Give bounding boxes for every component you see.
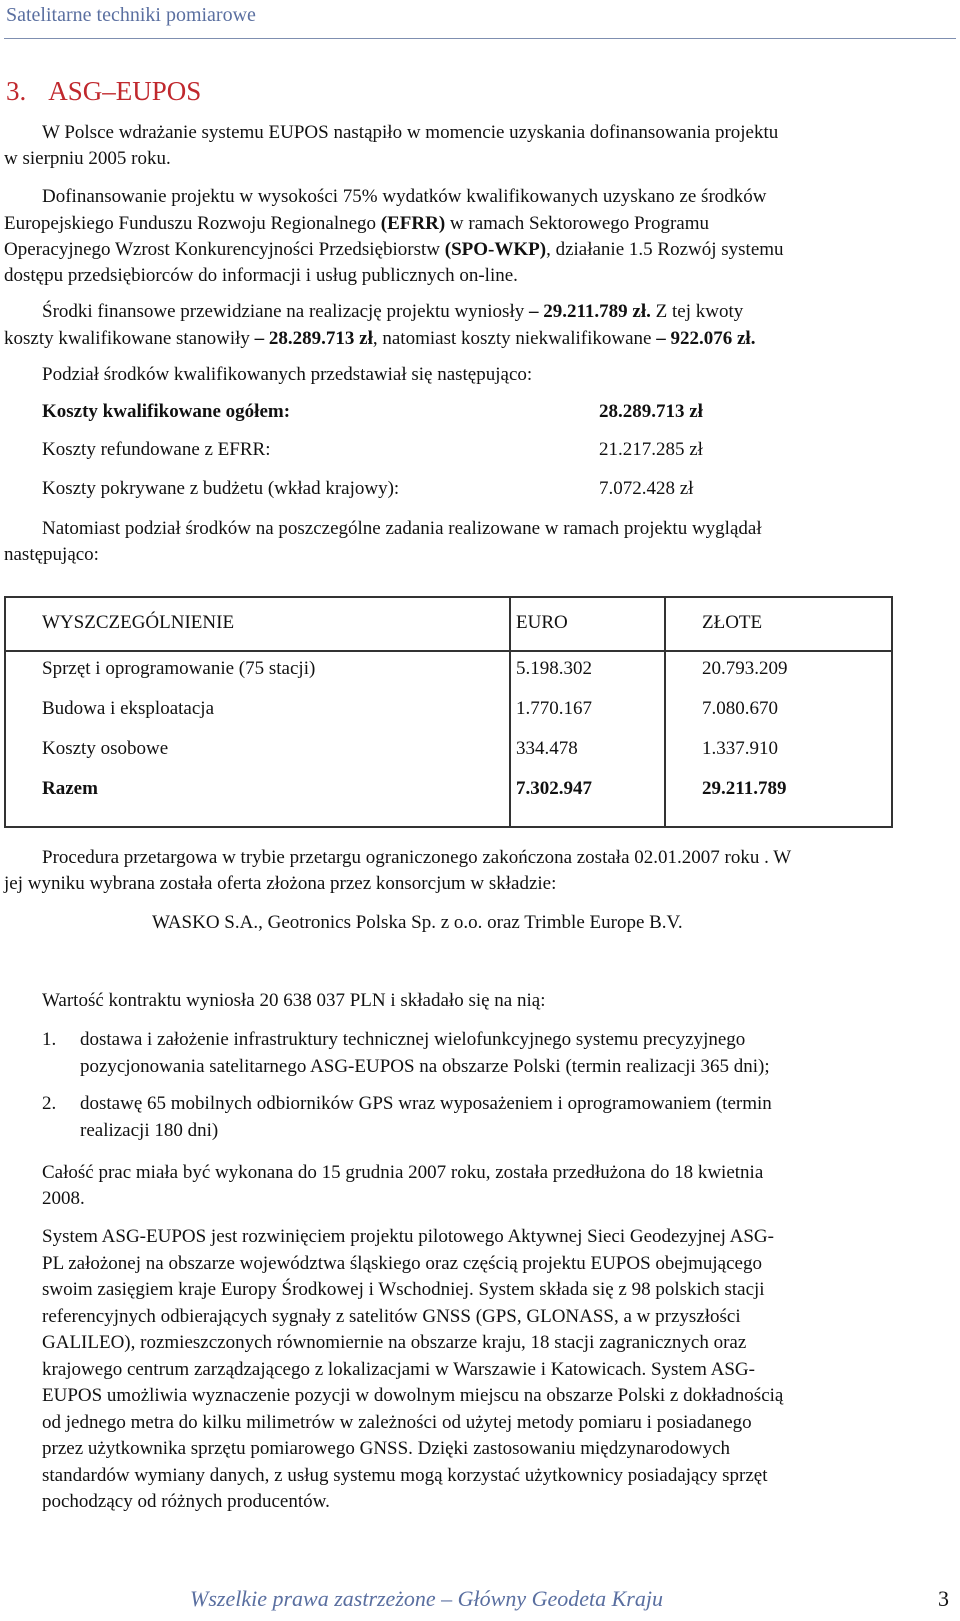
table-header-divider — [6, 650, 891, 652]
page-number: 3 — [938, 1586, 949, 1611]
table-cell: 334.478 — [516, 738, 578, 759]
funding-line-4: dostępu przedsiębiorców do informacji i usług publicznych on-line. — [4, 265, 518, 286]
contract-intro: Wartość kontraktu wyniosła 20 638 037 PLN i składało się na nią: — [42, 990, 546, 1011]
cost-value: 7.072.428 zł — [599, 478, 694, 499]
list-item-text — [80, 1091, 940, 1144]
tender-line-2: jej wyniku wybrana została oferta złożona przez konsorcjum w składzie: — [4, 873, 557, 894]
tasks-line-1: Natomiast podział środków na poszczególne zadania realizowane w ramach projektu wyglądał — [42, 518, 762, 539]
cost-value: 28.289.713 zł — [599, 401, 703, 422]
description-line: GALILEO), rozmieszczonych równomiernie na obszarze kraju, 18 stacji zagranicznych oraz — [42, 1332, 747, 1353]
funding-line-1: Dofinansowanie projektu w wysokości 75% wydatków kwalifikowanych uzyskano ze środków — [42, 186, 767, 207]
finance-text: Z tej kwoty — [650, 301, 744, 322]
table-cell: 1.337.910 — [702, 738, 778, 759]
footer-text: Wszelkie prawa zastrzeżone – Główny Geodeta Kraju — [190, 1586, 663, 1611]
list-item-line: dostawa i założenie infrastruktury technicznej wielofunkcyjnego systemu precyzyjnego — [80, 1029, 746, 1050]
task-table — [4, 596, 893, 828]
funding-text: Operacyjnego Wzrost Konkurencyjności Przedsiębiorstw — [4, 239, 445, 260]
tasks-line-2: następująco: — [4, 544, 99, 565]
description-line: System ASG-EUPOS jest rozwinięciem projektu pilotowego Aktywnej Sieci Geodezyjnej ASG- — [42, 1226, 774, 1247]
list-item-line: pozycjonowania satelitarnego ASG-EUPOS na obszarze Polski (termin realizacji 365 dni); — [80, 1055, 770, 1077]
table-cell: 5.198.302 — [516, 658, 592, 679]
description-line: referencyjnych odbierających sygnały z satelitów GNSS (GPS, GLONASS, a w przyszłości — [42, 1305, 741, 1327]
cost-label: Koszty refundowane z EFRR: — [42, 439, 271, 460]
finance-text: , natomiast koszty niekwalifikowane — [372, 328, 657, 349]
table-cell: 1.770.167 — [516, 698, 592, 719]
table-total-cell: Razem — [42, 778, 98, 799]
cost-row-national — [42, 478, 762, 504]
tender-line-1: Procedura przetargowa w trybie przetargu ograniczonego zakończona została 02.01.2007 roku . W — [42, 847, 792, 868]
list-item-line: dostawę 65 mobilnych odbiorników GPS wraz wyposażeniem i oprogramowaniem (termin — [80, 1093, 772, 1114]
finance-text: koszty kwalifikowane stanowiły — [4, 328, 255, 349]
cost-row-total — [42, 401, 762, 427]
consortium-members: WASKO S.A., Geotronics Polska Sp. z o.o. oraz Trimble Europe B.V. — [152, 912, 683, 933]
section-number: 3. — [6, 76, 27, 106]
table-column-divider — [509, 598, 511, 826]
funding-line-3 — [4, 237, 784, 264]
completion-line-1: Całość prac miała być wykonana do 15 grudnia 2007 roku, została przedłużona do 18 kwietnia — [42, 1162, 764, 1183]
qualified-amount: – 28.289.713 zł — [254, 328, 373, 349]
list-marker: 2. — [42, 1093, 57, 1114]
funding-text: w ramach Sektorowego Programu — [445, 213, 709, 234]
unqualified-amount: – 922.076 zł. — [656, 328, 756, 349]
table-cell: 7.080.670 — [702, 698, 778, 719]
table-cell: 20.793.209 — [702, 658, 788, 679]
finance-text: Środki finansowe przewidziane na realizację projektu wyniosły — [42, 301, 529, 322]
intro-line-1: W Polsce wdrażanie systemu EUPOS nastąpiło w momencie uzyskania dofinansowania projektu — [42, 122, 779, 143]
system-description — [42, 1224, 952, 1516]
description-line: od jednego metra do kilku milimetrów w zależności od użytej metody pomiaru i posiadanego — [42, 1411, 752, 1433]
table-header-cell: WYSZCZEGÓLNIENIE — [42, 612, 235, 633]
description-line: PL założonej na obszarze województwa śląskiego oraz częścią projektu EUPOS obejmującego — [42, 1252, 762, 1274]
table-header-cell: ZŁOTE — [702, 612, 763, 633]
funding-text: Europejskiego Funduszu Rozwoju Regionalnego — [4, 213, 381, 234]
description-line: standardów wymiany danych, z usług systemu mogą korzystać użytkownicy posiadający sprzęt — [42, 1464, 768, 1486]
intro-line-2: w sierpniu 2005 roku. — [4, 148, 171, 169]
cost-label: Koszty pokrywane z budżetu (wkład krajowy): — [42, 478, 400, 499]
cost-label: Koszty kwalifikowane ogółem: — [42, 401, 291, 422]
section-title-text: ASG–EUPOS — [48, 76, 202, 106]
description-line: przez użytkownika sprzętu pomiarowego GNSS. Dzięki zastosowaniu międzynarodowych — [42, 1438, 731, 1459]
description-line: krajowego centrum zarządzającego z lokalizacjami w Warszawie i Katowicach. System ASG- — [42, 1358, 755, 1380]
list-item-text — [80, 1027, 940, 1080]
funding-text: , działanie 1.5 Rozwój systemu — [546, 239, 784, 260]
finance-line-1 — [42, 299, 743, 326]
cost-row-efrr — [42, 439, 762, 465]
header-divider — [4, 38, 956, 39]
table-column-divider — [664, 598, 666, 826]
spo-wkp-abbrev: (SPO-WKP) — [444, 239, 547, 260]
total-amount: – 29.211.789 zł. — [528, 301, 651, 322]
cost-value: 21.217.285 zł — [599, 439, 703, 460]
completion-line-2: 2008. — [42, 1188, 85, 1209]
table-total-cell: 29.211.789 — [702, 778, 787, 799]
table-header-cell: EURO — [516, 612, 568, 633]
list-marker: 1. — [42, 1029, 57, 1050]
table-cell: Koszty osobowe — [42, 738, 169, 759]
section-title — [6, 76, 201, 107]
list-item-line: realizacji 180 dni) — [80, 1119, 219, 1141]
table-total-cell: 7.302.947 — [516, 778, 592, 799]
efrr-abbrev: (EFRR) — [380, 213, 446, 234]
table-cell: Budowa i eksploatacja — [42, 698, 215, 719]
division-intro: Podział środków kwalifikowanych przedstawiał się następująco: — [42, 364, 533, 385]
description-line: swoim zasięgiem kraje Europy Środkowej i Wschodniej. System składa się z 98 polskich stacji — [42, 1279, 765, 1300]
table-cell: Sprzęt i oprogramowanie (75 stacji) — [42, 658, 316, 679]
finance-line-2 — [4, 326, 755, 353]
page-header: Satelitarne techniki pomiarowe — [6, 4, 256, 26]
description-line: EUPOS umożliwia wyznaczenie pozycji w dowolnym miejscu na obszarze Polski z dokładnością — [42, 1385, 784, 1406]
funding-line-2 — [4, 211, 709, 238]
description-line: pochodzący od różnych producentów. — [42, 1491, 330, 1512]
